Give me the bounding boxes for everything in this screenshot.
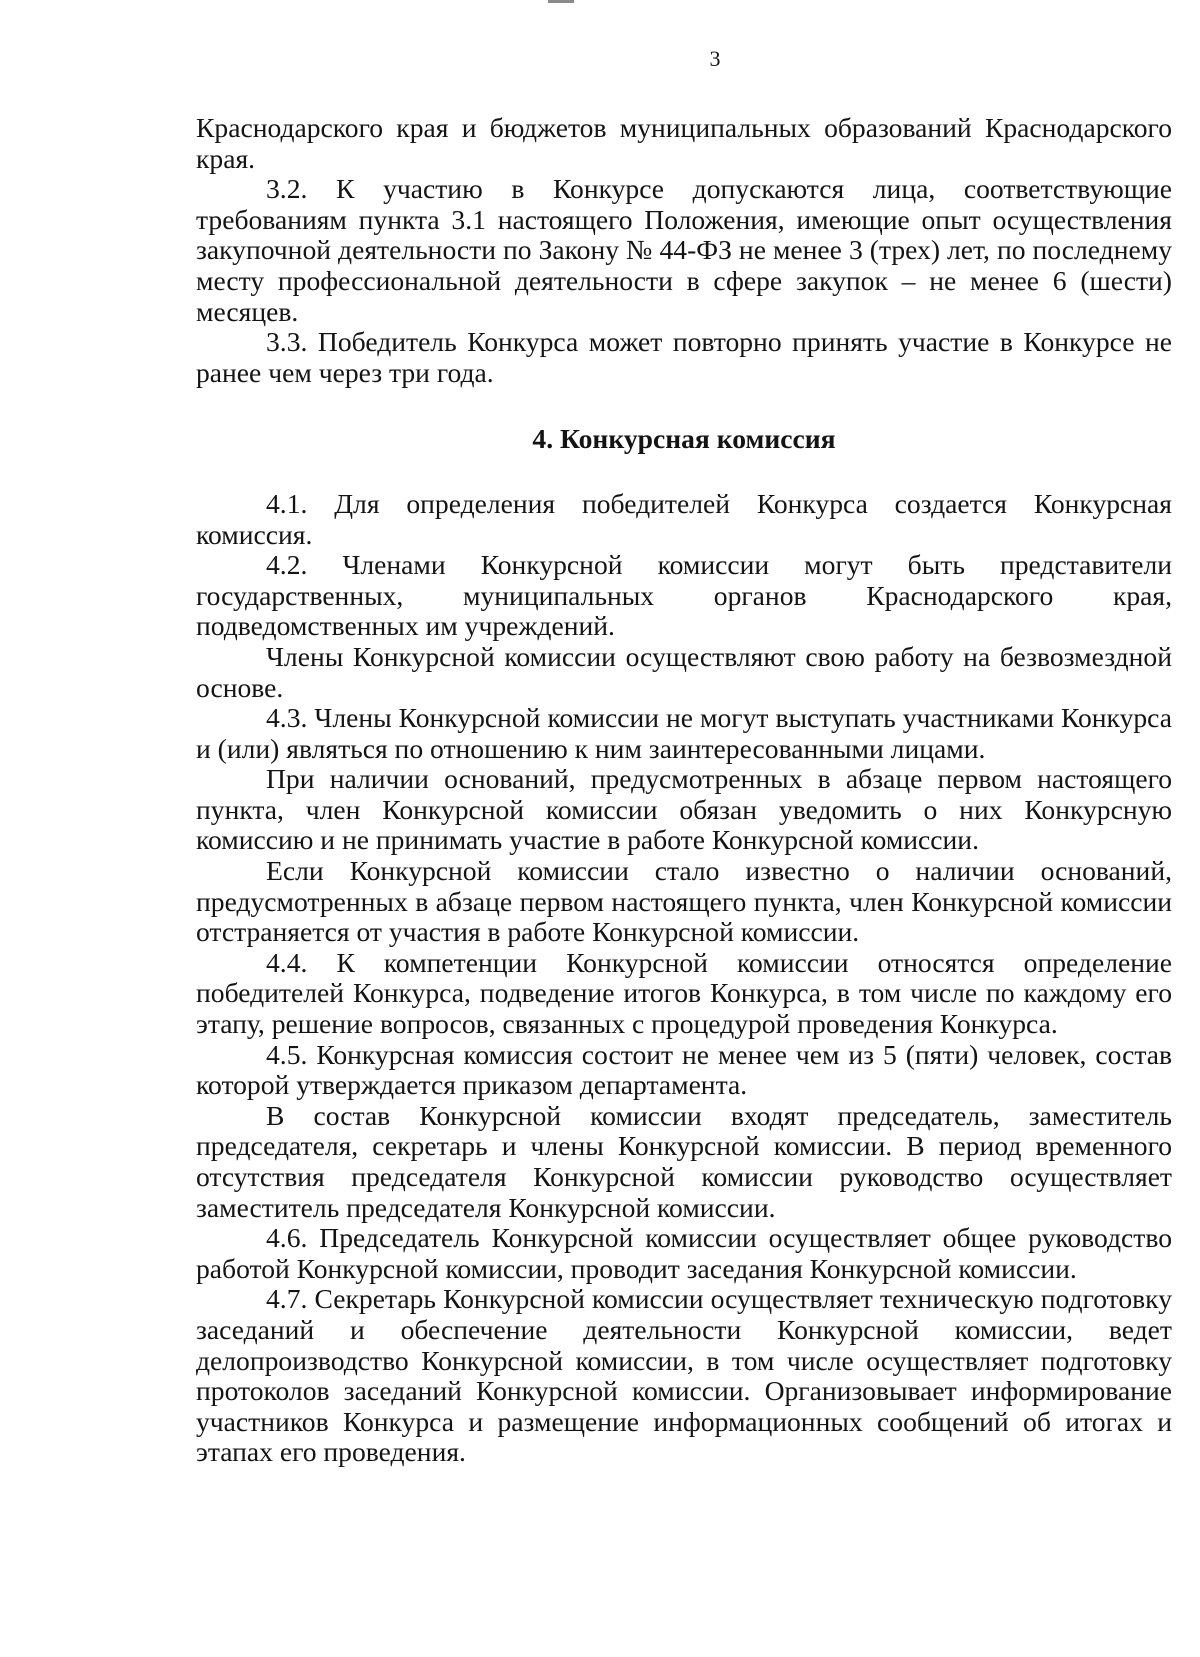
paragraph-4-2-b: Члены Конкурсной комиссии осуществляют свою работу на безвозмездной основе. — [196, 640, 1172, 703]
paragraph-4-7: 4.7. Секретарь Конкурсной комиссии осуществляет техническую подготовку заседаний и обеспечение деятельности Конкурсной комиссии, ведет делопроизводство Конкурсной комиссии, в том числе осуществляет подготовку протоколов заседаний Конкурсной комиссии. Организовывает информирование участников Конкурса и размещение информационных сообщений об итогах и этапах его проведения. — [196, 1283, 1172, 1468]
paragraph-4-2: 4.2. Членами Конкурсной комиссии могут быть представители государственных, муниципальных органов Краснодарского края, подведомственных им учреждений. — [196, 549, 1172, 642]
paragraph-3-3: 3.3. Победитель Конкурса может повторно принять участие в Конкурсе не ранее чем через три года. — [196, 326, 1172, 388]
paragraph-4-3-c: Если Конкурсной комиссии стало известно о наличии оснований, предусмотренных в абзаце первом настоящего пункта, член Конкурсной комиссии отстраняется от участия в работе Конкурсной комиссии. — [196, 855, 1172, 948]
paragraph-4-5: 4.5. Конкурсная комиссия состоит не менее чем из 5 (пяти) человек, состав которой утверждается приказом департамента. — [196, 1038, 1172, 1101]
scan-mark — [548, 0, 574, 3]
page-number: 3 — [709, 46, 721, 71]
section-heading: 4. Конкурсная комиссия — [532, 423, 836, 455]
paragraph-4-1: 4.1. Для определения победителей Конкурса создается Конкурсная комиссия. — [196, 487, 1172, 550]
paragraph-4-3-b: При наличии оснований, предусмотренных в абзаце первом настоящего пункта, член Конкурсной комиссии обязан уведомить о них Конкурсную комиссию и не принимать участие в работе Конкурсной комиссии. — [196, 763, 1172, 856]
paragraph-3-2: 3.2. К участию в Конкурсе допускаются лица, соответствующие требованиям пункта 3.1 настоящего Положения, имеющие опыт осуществления закупочной деятельности по Закону № 44-ФЗ не менее 3 (трех) лет, по последнему месту профессиональной деятельности в сфере закупок – не менее 6 (шести) месяцев. — [196, 173, 1172, 327]
document-body — [196, 113, 1172, 1468]
paragraph-4-5-b: В состав Конкурсной комиссии входят председатель, заместитель председателя, секретарь и члены Конкурсной комиссии. В период временного отсутствия председателя Конкурсной комиссии руководство осуществляет заместитель председателя Конкурсной комиссии. — [196, 1099, 1172, 1223]
paragraph-continuation: Краснодарского края и бюджетов муниципальных образований Краснодарского края. — [196, 112, 1172, 174]
paragraph-4-3: 4.3. Члены Конкурсной комиссии не могут выступать участниками Конкурса и (или) являться по отношению к ним заинтересованными лицами. — [196, 702, 1172, 764]
paragraph-4-4: 4.4. К компетенции Конкурсной комиссии относятся определение победителей Конкурса, подведение итогов Конкурса, в том числе по каждому его этапу, решение вопросов, связанных с процедурой проведения Конкурса. — [196, 946, 1172, 1040]
paragraph-4-6: 4.6. Председатель Конкурсной комиссии осуществляет общее руководство работой Конкурсной комиссии, проводит заседания Конкурсной комиссии. — [196, 1222, 1172, 1284]
